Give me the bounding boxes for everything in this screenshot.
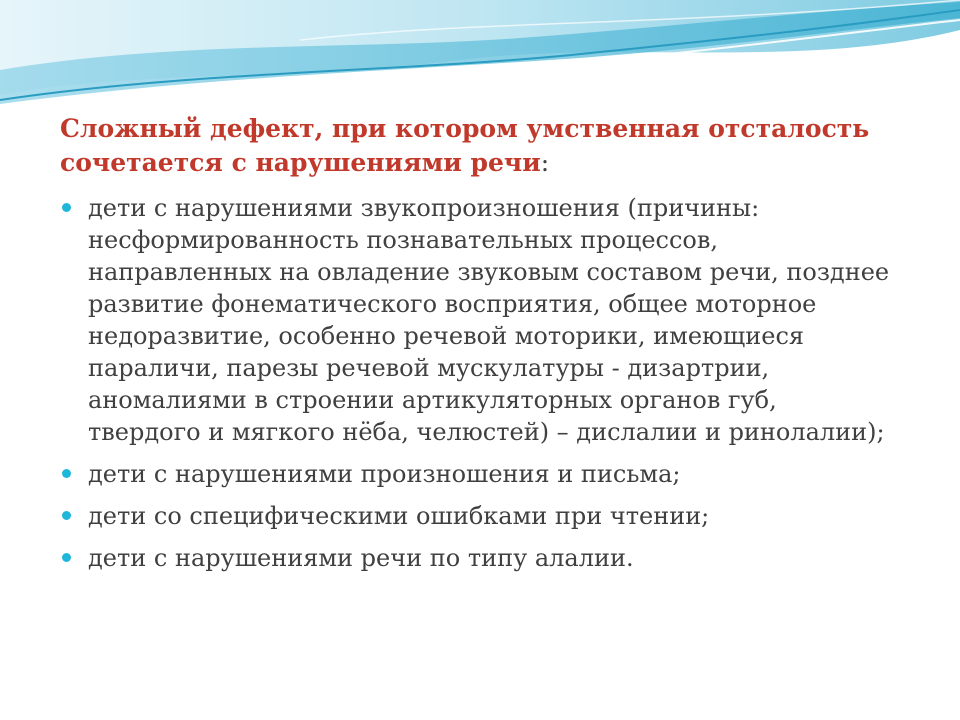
bullet-list [60, 192, 890, 574]
slide-content [60, 112, 890, 584]
bullet-dot-icon [62, 553, 71, 562]
bullet-item [60, 192, 890, 448]
bullet-item [60, 458, 890, 490]
heading-text: Сложный дефект, при котором умственная отсталость сочетается с нарушениями речи [60, 114, 870, 177]
bullet-dot-icon [62, 511, 71, 520]
slide-heading [60, 112, 890, 180]
bullet-dot-icon [62, 203, 71, 212]
bullet-text: дети с нарушениями произношения и письма; [88, 460, 681, 488]
bullet-item [60, 542, 890, 574]
bullet-item [60, 500, 890, 532]
bullet-text: дети с нарушениями речи по типу алалии. [88, 544, 634, 572]
decorative-wave-banner [0, 0, 960, 110]
heading-colon: : [540, 148, 550, 177]
bullet-text: дети с нарушениями звукопроизношения (причины: несформированность познавательных процессов, направленных на овладение звуковым составом речи, позднее развитие фонематического восприятия, общее моторное недоразвитие, особенно речевой моторики, имеющиеся параличи, парезы речевой мускулатуры - дизартрии, аномалиями в строении артикуляторных органов губ, твердого и мягкого нёба, челюстей) – дислалии и ринолалии); [88, 194, 890, 446]
bullet-dot-icon [62, 469, 71, 478]
bullet-text: дети со специфическими ошибками при чтении; [88, 502, 710, 530]
